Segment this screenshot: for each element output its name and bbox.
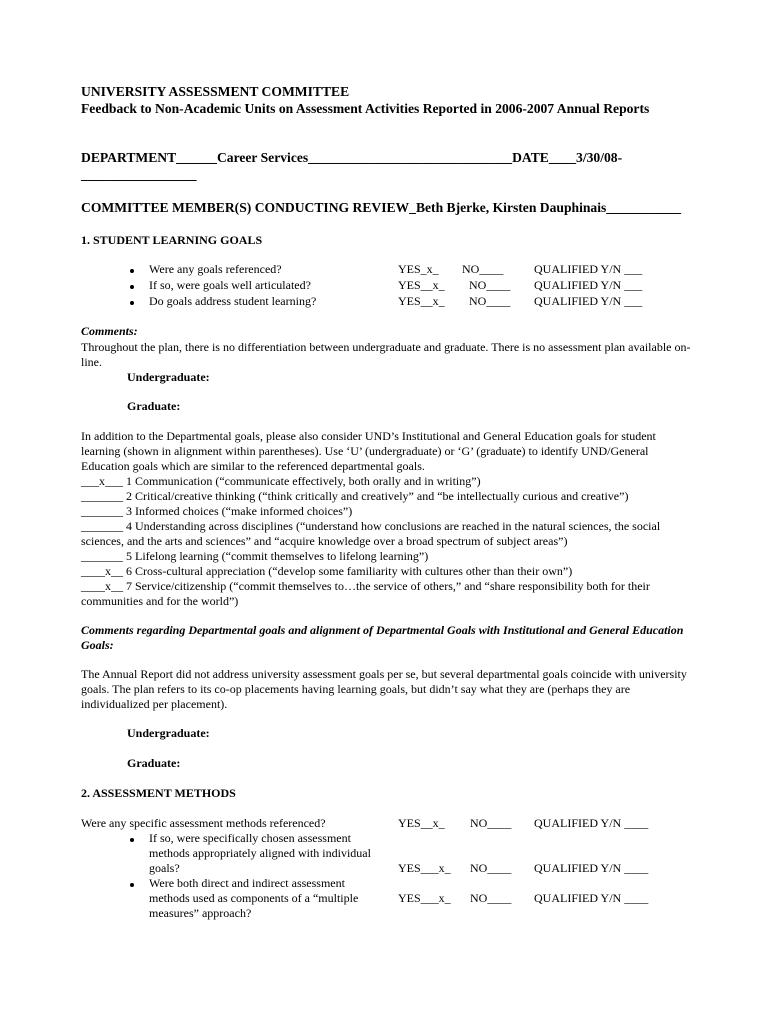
qualified-field: QUALIFIED Y/N ___ <box>534 262 643 276</box>
question-text-continued: measures” approach? <box>149 906 252 920</box>
question-text: Do goals address student learning? <box>149 294 317 308</box>
graduate-label: Graduate: <box>127 399 181 413</box>
bullet-icon <box>130 285 134 289</box>
alignment-comments-heading-continued: Goals: <box>81 638 114 652</box>
question-text-continued: methods used as components of a “multiple <box>149 891 359 905</box>
undergraduate-label: Undergraduate: <box>127 370 210 384</box>
document-title: UNIVERSITY ASSESSMENT COMMITTEE <box>81 84 350 99</box>
bullet-icon <box>130 838 134 842</box>
goal-item-lifelong-learning: _______ 5 Lifelong learning (“commit themselves to lifelong learning”) <box>81 549 429 563</box>
no-field: NO____ <box>470 891 512 905</box>
comments-label: Comments: <box>81 324 138 338</box>
no-field: NO____ <box>462 262 504 276</box>
no-field: NO____ <box>470 816 512 830</box>
yes-field: YES__x_ <box>398 294 445 308</box>
department-line-continued: _________________ <box>81 167 197 182</box>
goal-item-cross-cultural: ____x__ 6 Cross-cultural appreciation (“develop some familiarity with cultures other than their own”) <box>81 564 573 578</box>
committee-members-line: COMMITTEE MEMBER(S) CONDUCTING REVIEW_Beth Bjerke, Kirsten Dauphinais___________ <box>81 200 682 215</box>
no-field: NO____ <box>469 278 511 292</box>
comments-text: Throughout the plan, there is no differentiation between undergraduate and graduate. There is no assessment plan available on- <box>81 340 691 354</box>
yes-field: YES_x_ <box>398 262 439 276</box>
goal-item-understanding-disciplines-continued: sciences, and the arts and sciences” and “acquire knowledge over a broad spectrum of subject areas”) <box>81 534 568 548</box>
comments-text-continued: line. <box>81 355 102 369</box>
question-text: Were any specific assessment methods referenced? <box>81 816 326 830</box>
qualified-field: QUALIFIED Y/N ____ <box>534 861 649 875</box>
bullet-icon <box>130 269 134 273</box>
alignment-comments-text-line: goals. The plan refers to its co-op placements having learning goals, but didn’t say what they are (perhaps they are <box>81 682 631 696</box>
qualified-field: QUALIFIED Y/N ____ <box>534 891 649 905</box>
goal-item-service-citizenship: ____x__ 7 Service/citizenship (“commit themselves to…the service of others,” and “share responsibility both for their <box>81 579 650 593</box>
section-heading-student-learning-goals: 1. STUDENT LEARNING GOALS <box>81 233 263 247</box>
section-heading-assessment-methods: 2. ASSESSMENT METHODS <box>81 786 236 800</box>
graduate-label: Graduate: <box>127 756 181 770</box>
yes-field: YES___x_ <box>398 861 451 875</box>
goal-item-communication: ___x___ 1 Communication (“communicate effectively, both orally and in writing”) <box>81 474 481 488</box>
alignment-comments-text: The Annual Report did not address university assessment goals per se, but several departmental goals coincide with university <box>81 667 687 681</box>
question-text-continued: methods appropriately aligned with individual <box>149 846 371 860</box>
bullet-icon <box>130 883 134 887</box>
question-text: If so, were specifically chosen assessment <box>149 831 351 845</box>
goal-item-understanding-disciplines: _______ 4 Understanding across disciplines (“understand how conclusions are reached in the natural sciences, the social <box>81 519 661 533</box>
bullet-icon <box>130 301 134 305</box>
institutional-goals-intro: In addition to the Departmental goals, please also consider UND’s Institutional and General Education goals for student <box>81 429 656 443</box>
department-line: DEPARTMENT______Career Services______________________________DATE____3/30/08- <box>81 150 623 165</box>
goal-item-critical-thinking: _______ 2 Critical/creative thinking (“think critically and creatively” and “be intellectually curious and creative”) <box>81 489 629 503</box>
qualified-field: QUALIFIED Y/N ___ <box>534 278 643 292</box>
document-subtitle: Feedback to Non-Academic Units on Assessment Activities Reported in 2006-2007 Annual Reports <box>81 101 650 116</box>
alignment-comments-heading: Comments regarding Departmental goals and alignment of Departmental Goals with Institutional and General Education <box>81 623 684 637</box>
institutional-goals-intro-line: learning (shown in alignment within parentheses). Use ‘U’ (undergraduate) or ‘G’ (graduate) to identify UND/General <box>81 444 649 458</box>
no-field: NO____ <box>470 861 512 875</box>
qualified-field: QUALIFIED Y/N ____ <box>534 816 649 830</box>
institutional-goals-intro-line: Education goals which are similar to the referenced departmental goals. <box>81 459 425 473</box>
question-text: Were both direct and indirect assessment <box>149 876 345 890</box>
qualified-field: QUALIFIED Y/N ___ <box>534 294 643 308</box>
yes-field: YES__x_ <box>398 278 445 292</box>
alignment-comments-text-line: individualized per placement). <box>81 697 228 711</box>
no-field: NO____ <box>469 294 511 308</box>
question-text-continued: goals? <box>149 861 180 875</box>
question-text: If so, were goals well articulated? <box>149 278 311 292</box>
question-text: Were any goals referenced? <box>149 262 282 276</box>
goal-item-service-citizenship-continued: communities and for the world”) <box>81 594 239 608</box>
yes-field: YES__x_ <box>398 816 445 830</box>
goal-item-informed-choices: _______ 3 Informed choices (“make informed choices”) <box>81 504 353 518</box>
yes-field: YES___x_ <box>398 891 451 905</box>
undergraduate-label: Undergraduate: <box>127 726 210 740</box>
